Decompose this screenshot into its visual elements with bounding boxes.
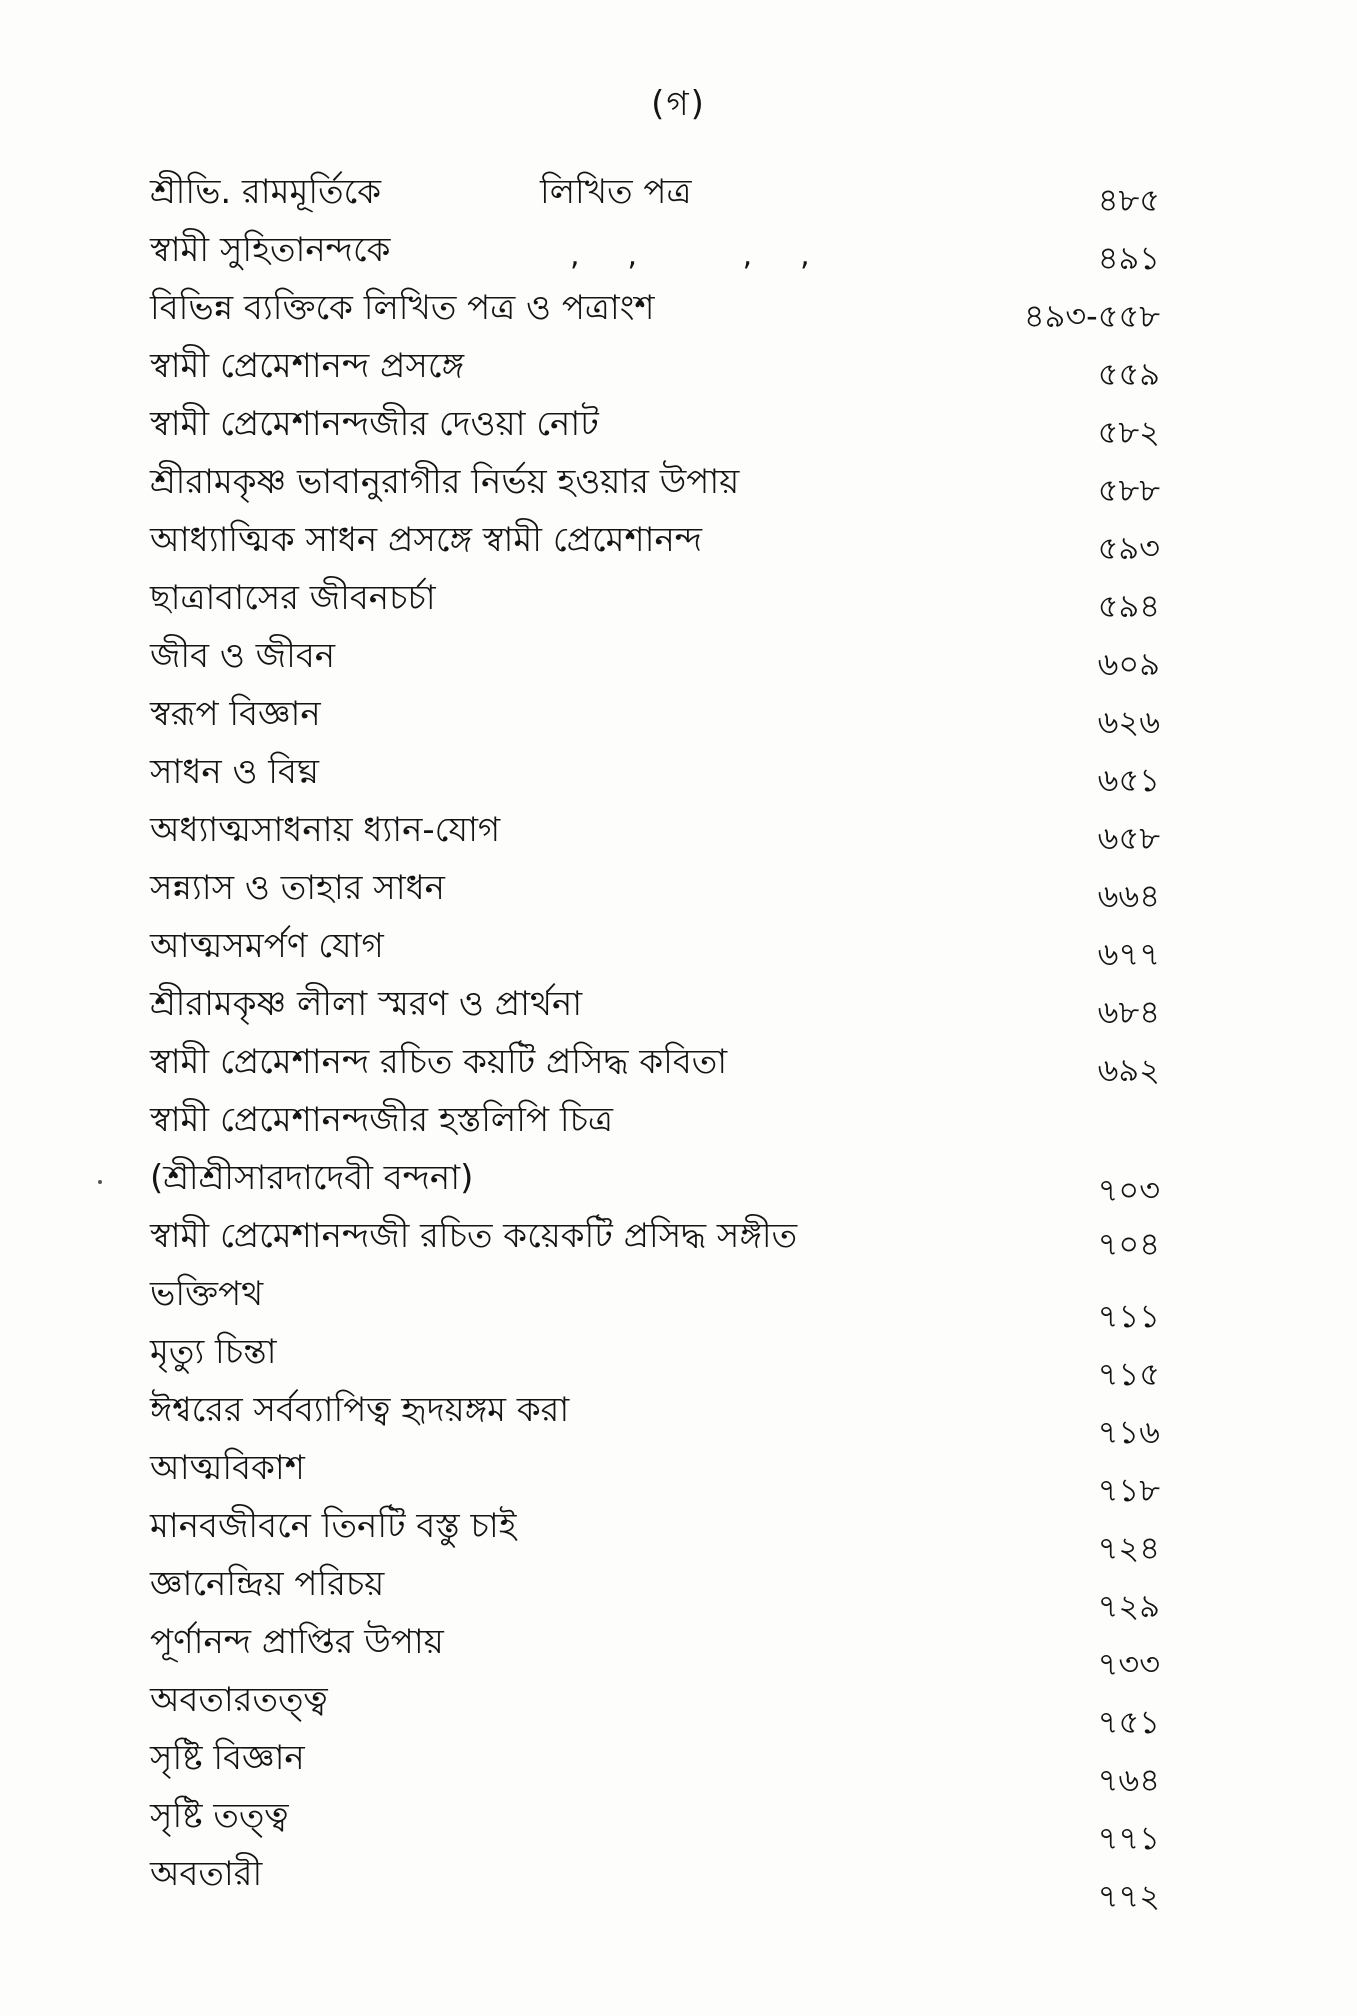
ditto-marks: ,, ,, — [570, 238, 858, 273]
entry-title: জ্ঞানেন্দ্রিয় পরিচয় — [150, 1564, 385, 1604]
toc-entry — [150, 1796, 1160, 1857]
table-of-contents — [150, 172, 1160, 1915]
entry-title: স্বামী প্রেমেশানন্দজী রচিত কয়েকটি প্রসিদ্ধ সঙ্গীত — [150, 1216, 798, 1256]
entry-title: ছাত্রাবাসের জীবনচর্চা — [150, 578, 436, 618]
entry-title: সৃষ্টি তত্ত্ব — [150, 1796, 289, 1836]
entry-page: ৫৯৩ — [1097, 529, 1160, 567]
entry-page: ৪৯১ — [1097, 239, 1160, 277]
entry-title: সাধন ও বিঘ্ন — [150, 752, 319, 792]
entry-page: ৪৮৫ — [1097, 181, 1160, 219]
toc-entry — [150, 810, 1160, 868]
toc-entry — [150, 1332, 1160, 1393]
entry-title: শ্রীরামকৃষ্ণ লীলা স্মরণ ও প্রার্থনা — [150, 984, 583, 1024]
entry-page: ৫৮৮ — [1097, 471, 1160, 509]
entry-page: ৭১৮ — [1097, 1471, 1160, 1509]
toc-entry — [150, 172, 1160, 230]
entry-title: বিভিন্ন ব্যক্তিকে লিখিত পত্র ও পত্রাংশ — [150, 288, 655, 328]
entry-page: ৭১৫ — [1097, 1355, 1160, 1393]
entry-title: স্বামী প্রেমেশানন্দ রচিত কয়টি প্রসিদ্ধ কবিতা — [150, 1042, 728, 1082]
toc-entry — [150, 230, 1160, 288]
toc-entry — [150, 520, 1160, 578]
entry-page: ৬৫১ — [1097, 761, 1160, 799]
entry-page: ৭৬৪ — [1097, 1761, 1160, 1799]
entry-page: ৭৭১ — [1097, 1819, 1160, 1857]
entry-title: স্বামী প্রেমেশানন্দ প্রসঙ্গে — [150, 346, 465, 386]
entry-page: ৭৫১ — [1097, 1703, 1160, 1741]
entry-title: শ্রীভি. রামমূর্তিকে — [150, 172, 382, 212]
entry-title: ঈশ্বরের সর্বব্যাপিত্ব হৃদয়ঙ্গম করা — [150, 1390, 570, 1430]
toc-entry — [150, 1564, 1160, 1625]
entry-page: ৫৫৯ — [1097, 355, 1160, 393]
toc-entry — [150, 288, 1160, 346]
toc-entry — [150, 1448, 1160, 1509]
toc-entry — [150, 868, 1160, 926]
entry-page: ৭২৯ — [1097, 1587, 1160, 1625]
entry-page: ৭১৬ — [1097, 1413, 1160, 1451]
entry-page: ৬২৬ — [1097, 703, 1160, 741]
entry-title: পূর্ণানন্দ প্রাপ্তির উপায় — [150, 1622, 444, 1662]
toc-entry — [150, 1100, 1160, 1216]
entry-title-line1: স্বামী প্রেমেশানন্দজীর হস্তলিপি চিত্র — [150, 1100, 613, 1140]
entry-page: ৬৭৭ — [1097, 935, 1160, 973]
entry-title: সৃষ্টি বিজ্ঞান — [150, 1738, 305, 1778]
toc-entry — [150, 1274, 1160, 1335]
entry-page: ৬৫৮ — [1097, 819, 1160, 857]
toc-entry — [150, 404, 1160, 462]
entry-title: জীব ও জীবন — [150, 636, 336, 676]
toc-entry — [150, 984, 1160, 1042]
entry-title: অধ্যাত্মসাধনায় ধ্যান-যোগ — [150, 810, 501, 850]
entry-title — [150, 1100, 613, 1198]
toc-entry — [150, 1854, 1160, 1915]
entry-page: ৬৮৪ — [1097, 993, 1160, 1031]
entry-page: ৬০৯ — [1097, 645, 1160, 683]
toc-entry — [150, 1506, 1160, 1567]
entry-title: শ্রীরামকৃষ্ণ ভাবানুরাগীর নির্ভয় হওয়ার উপায় — [150, 462, 740, 502]
entry-title-line2: (শ্রীশ্রীসারদাদেবী বন্দনা) — [150, 1158, 474, 1198]
entry-page: ৬৯২ — [1097, 1051, 1160, 1089]
entry-title: আত্মবিকাশ — [150, 1448, 305, 1488]
toc-entry — [150, 462, 1160, 520]
toc-entry — [150, 1622, 1160, 1683]
toc-entry — [150, 926, 1160, 984]
entry-title: আত্মসমর্পণ যোগ — [150, 926, 384, 966]
entry-page: ৭০৩ — [1097, 1171, 1160, 1209]
toc-entry — [150, 1680, 1160, 1741]
toc-entry — [150, 1390, 1160, 1451]
entry-page: ৪৯৩-৫৫৮ — [1023, 297, 1160, 335]
entry-title: স্বামী সুহিতানন্দকে — [150, 230, 391, 270]
toc-entry — [150, 346, 1160, 404]
toc-entry — [150, 1738, 1160, 1799]
entry-page: ৬৬৪ — [1097, 877, 1160, 915]
entry-title: মানবজীবনে তিনটি বস্তু চাই — [150, 1506, 517, 1546]
page-label: (গ) — [651, 84, 706, 124]
entry-page: ৫৮২ — [1097, 413, 1160, 451]
entry-page: ৫৯৪ — [1097, 587, 1160, 625]
entry-title: মৃত্যু চিন্তা — [150, 1332, 277, 1372]
toc-entry — [150, 694, 1160, 752]
toc-entry — [150, 1042, 1160, 1100]
toc-entry — [150, 1216, 1160, 1274]
entry-title: স্বরূপ বিজ্ঞান — [150, 694, 321, 734]
entry-title: অবতারতত্ত্ব — [150, 1680, 328, 1720]
entry-note: লিখিত পত্র — [540, 172, 692, 212]
entry-title: ভক্তিপথ — [150, 1274, 264, 1314]
entry-title: সন্ন্যাস ও তাহার সাধন — [150, 868, 445, 908]
entry-title: অবতারী — [150, 1854, 263, 1894]
toc-entry — [150, 636, 1160, 694]
entry-page: ৭০৪ — [1097, 1225, 1160, 1263]
toc-entry — [150, 578, 1160, 636]
toc-entry — [150, 752, 1160, 810]
entry-page: ৭৭২ — [1097, 1877, 1160, 1915]
entry-page: ৭৩৩ — [1097, 1645, 1160, 1683]
entry-page: ৭১১ — [1097, 1297, 1160, 1335]
entry-page: ৭২৪ — [1097, 1529, 1160, 1567]
entry-title: আধ্যাত্মিক সাধন প্রসঙ্গে স্বামী প্রেমেশানন্দ — [150, 520, 703, 560]
stray-ink-dot — [98, 1180, 102, 1184]
entry-title: স্বামী প্রেমেশানন্দজীর দেওয়া নোট — [150, 404, 599, 444]
